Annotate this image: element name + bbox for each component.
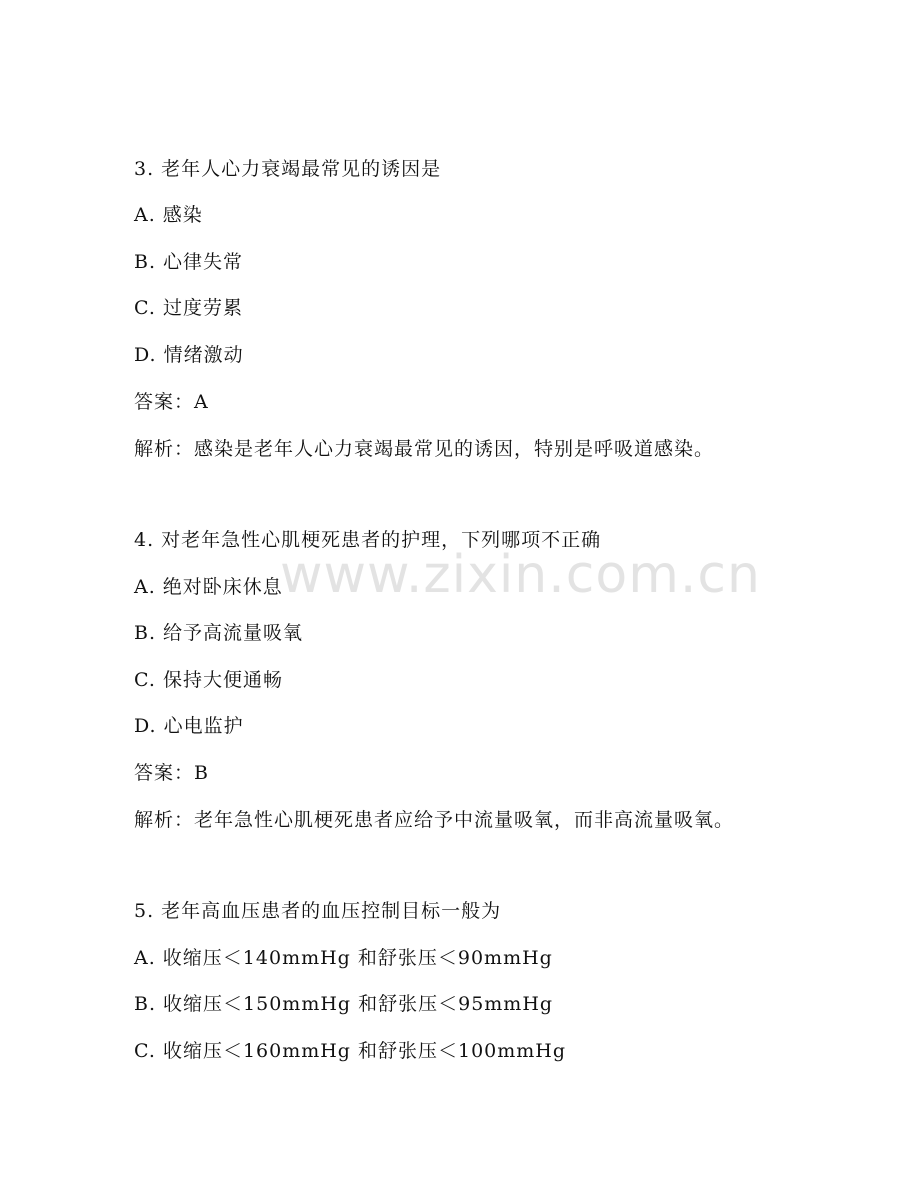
question-4-option-a: A. 绝对卧床休息 <box>134 576 283 598</box>
question-4-option-d: D. 心电监护 <box>134 715 244 737</box>
question-3-answer: 答案：A <box>134 391 209 413</box>
question-4-analysis: 解析：老年急性心肌梗死患者应给予中流量吸氧，而非高流量吸氧。 <box>134 809 735 831</box>
question-5-stem: 5. 老年高血压患者的血压控制目标一般为 <box>134 900 502 922</box>
question-3-stem: 3. 老年人心力衰竭最常见的诱因是 <box>134 158 442 180</box>
question-4-option-c: C. 保持大便通畅 <box>134 669 283 691</box>
question-5-option-a: A. 收缩压＜140mmHg 和舒张压＜90mmHg <box>134 947 553 969</box>
watermark-text: www.zixin.com.cn <box>280 545 761 605</box>
question-3-analysis: 解析：感染是老年人心力衰竭最常见的诱因，特别是呼吸道感染。 <box>134 438 715 460</box>
question-3-option-d: D. 情绪激动 <box>134 344 244 366</box>
question-5-option-c: C. 收缩压＜160mmHg 和舒张压＜100mmHg <box>134 1040 567 1062</box>
question-5-option-b: B. 收缩压＜150mmHg 和舒张压＜95mmHg <box>134 993 554 1015</box>
question-3-option-c: C. 过度劳累 <box>134 297 243 319</box>
question-3-option-b: B. 心律失常 <box>134 251 244 273</box>
question-4-stem: 4. 对老年急性心肌梗死患者的护理，下列哪项不正确 <box>134 529 602 551</box>
question-4-answer: 答案：B <box>134 762 209 784</box>
question-3-option-a: A. 感染 <box>134 204 203 226</box>
question-4-option-b: B. 给予高流量吸氧 <box>134 622 304 644</box>
